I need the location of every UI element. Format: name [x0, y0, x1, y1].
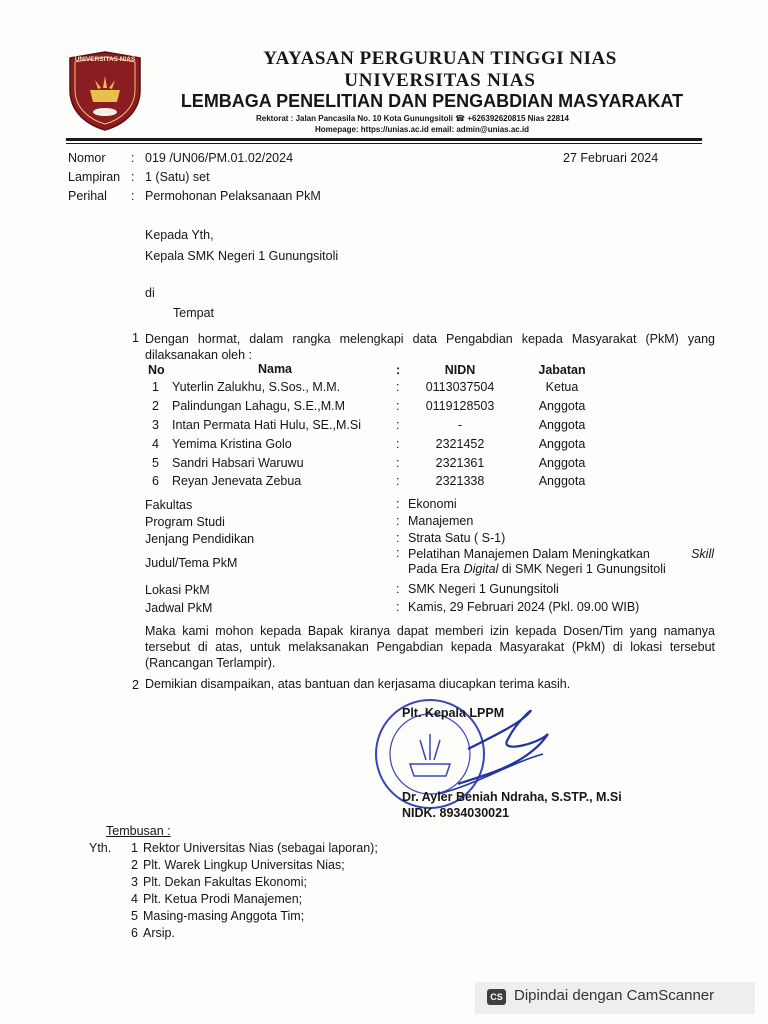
col-header-nama: Nama [257, 362, 293, 376]
cc-item: Plt. Warek Lingkup Universitas Nias; [143, 858, 345, 872]
row-nidn: 2321361 [435, 456, 485, 470]
prodi-label: Program Studi [145, 515, 225, 529]
lokasi-colon: : [396, 582, 400, 596]
cc-number: 6 [131, 926, 138, 940]
row-nidn: 2321338 [435, 474, 485, 488]
judul-colon: : [396, 546, 400, 560]
header-rule-thin [66, 143, 702, 144]
row-colon: : [396, 399, 400, 413]
thanks-paragraph: Demikian disampaikan, atas bantuan dan kerjasama diucapkan terima kasih. [145, 677, 571, 691]
row-jabatan: Anggota [538, 437, 586, 451]
row-nidn: 0119128503 [425, 399, 495, 413]
nomor-colon: : [131, 151, 135, 165]
point-number-2: 2 [132, 678, 139, 692]
judul-value: Pelatihan Manajemen Dalam Meningkatkan Skill Pada Era Digital di SMK Negeri 1 Gunungsitoli [408, 547, 714, 576]
cc-item: Plt. Ketua Prodi Manajemen; [143, 892, 303, 906]
col-header-jabatan: Jabatan [538, 363, 586, 377]
row-colon: : [396, 418, 400, 432]
fakultas-label: Fakultas [145, 498, 193, 512]
perihal-label: Perihal [68, 189, 107, 203]
row-nidn: - [457, 418, 463, 432]
closing-paragraph: Maka kami mohon kepada Bapak kiranya dapat memberi izin kepada Dosen/Tim yang namanya tersebut di atas, untuk melaksanakan Pengabdian kepada Masyarakat (PkM) di lokasi tersebut (Rancangan Terlampir). [145, 624, 715, 670]
lampiran-label: Lampiran [68, 170, 121, 184]
stamp-lettering [26, 26, 27, 27]
row-jabatan: Anggota [538, 399, 586, 413]
recipient-place: Tempat [173, 306, 214, 320]
row-no: 1 [152, 380, 159, 394]
nomor-value: 019 /UN06/PM.01.02/2024 [145, 151, 294, 165]
jenjang-label: Jenjang Pendidikan [145, 532, 255, 546]
lokasi-label: Lokasi PkM [145, 583, 210, 597]
scanner-watermark-text: Dipindai dengan CamScanner [514, 987, 715, 1004]
cc-item: Masing-masing Anggota Tim; [143, 909, 305, 923]
judul-label: Judul/Tema PkM [145, 556, 238, 570]
jadwal-colon: : [396, 600, 400, 614]
institute-name: LEMBAGA PENELITIAN DAN PENGABDIAN MASYARAKAT [180, 91, 684, 111]
row-nama: Yuterlin Zalukhu, S.Sos., M.M. [172, 380, 341, 394]
camscanner-icon: CS [487, 989, 506, 1005]
prodi-value: Manajemen [408, 514, 474, 528]
row-nidn: 0113037504 [425, 380, 495, 394]
row-nama: Sandri Habsari Waruwu [172, 456, 304, 470]
lampiran-value: 1 (Satu) set [145, 170, 210, 184]
header-rule-thick [66, 138, 702, 141]
col-header-nidn: NIDN [444, 363, 476, 377]
signatory-name: Dr. Ayler Beniah Ndraha, S.STP., M.Si [402, 790, 622, 804]
row-nama: Intan Permata Hati Hulu, SE.,M.Si [172, 418, 361, 432]
cc-item: Arsip. [143, 926, 175, 940]
row-colon: : [396, 380, 400, 394]
col-header-no: No [148, 363, 165, 377]
fakultas-colon: : [396, 497, 400, 511]
address-line: Rektorat : Jalan Pancasila No. 10 Kota Gunungsitoli ☎ +626392620815 Nias 22814 [256, 114, 569, 123]
row-no: 6 [152, 474, 159, 488]
signatory-nidk: NIDK. 8934030021 [402, 806, 510, 820]
perihal-value: Permohonan Pelaksanaan PkM [145, 189, 321, 203]
cc-item: Rektor Universitas Nias (sebagai laporan); [143, 841, 378, 855]
row-nama: Yemima Kristina Golo [172, 437, 292, 451]
foundation-name: YAYASAN PERGURUAN TINGGI NIAS [263, 48, 617, 69]
jenjang-value: Strata Satu ( S-1) [408, 531, 506, 545]
cc-number: 2 [131, 858, 138, 872]
row-no: 3 [152, 418, 159, 432]
point-number-1: 1 [132, 331, 139, 345]
lampiran-colon: : [131, 170, 135, 184]
row-colon: : [396, 437, 400, 451]
cc-number: 1 [131, 841, 138, 855]
university-name: UNIVERSITAS NIAS [344, 70, 536, 91]
opening-paragraph: Dengan hormat, dalam rangka melengkapi data Pengabdian kepada Masyarakat (PkM) yang dilaksanakan oleh : [145, 332, 715, 362]
homepage-line: Homepage: https://unias.ac.id email: admin@unias.ac.id [315, 125, 530, 134]
row-jabatan: Anggota [538, 474, 586, 488]
row-no: 2 [152, 399, 159, 413]
row-jabatan: Anggota [538, 456, 586, 470]
row-nidn: 2321452 [435, 437, 485, 451]
cc-number: 3 [131, 875, 138, 889]
recipient-name: Kepala SMK Negeri 1 Gunungsitoli [145, 249, 339, 263]
jadwal-value: Kamis, 29 Februari 2024 (Pkl. 09.00 WIB) [408, 600, 640, 614]
recipient-greeting: Kepada Yth, [145, 228, 214, 242]
cc-number: 4 [131, 892, 138, 906]
row-no: 4 [152, 437, 159, 451]
prodi-colon: : [396, 514, 400, 528]
row-colon: : [396, 456, 400, 470]
row-nama: Reyan Jenevata Zebua [172, 474, 302, 488]
nomor-label: Nomor [68, 151, 106, 165]
jadwal-label: Jadwal PkM [145, 601, 213, 615]
row-jabatan: Anggota [538, 418, 586, 432]
signatory-title: Plt. Kepala LPPM [402, 706, 505, 720]
fakultas-value: Ekonomi [408, 497, 457, 511]
logo-lettering: UNIVERSITAS NIAS [74, 56, 136, 63]
perihal-colon: : [131, 189, 135, 203]
cc-item: Plt. Dekan Fakultas Ekonomi; [143, 875, 307, 889]
cc-number: 5 [131, 909, 138, 923]
tembusan-title: Tembusan : [106, 824, 171, 838]
row-colon: : [396, 474, 400, 488]
col-header-colon: : [396, 363, 401, 377]
jenjang-colon: : [396, 531, 400, 545]
row-jabatan: Ketua [545, 380, 579, 394]
row-no: 5 [152, 456, 159, 470]
recipient-di: di [145, 286, 155, 300]
letter-date: 27 Februari 2024 [563, 151, 659, 165]
tembusan-yth: Yth. [89, 841, 112, 855]
row-nama: Palindungan Lahagu, S.E.,M.M [172, 399, 346, 413]
lokasi-value: SMK Negeri 1 Gunungsitoli [408, 582, 559, 596]
